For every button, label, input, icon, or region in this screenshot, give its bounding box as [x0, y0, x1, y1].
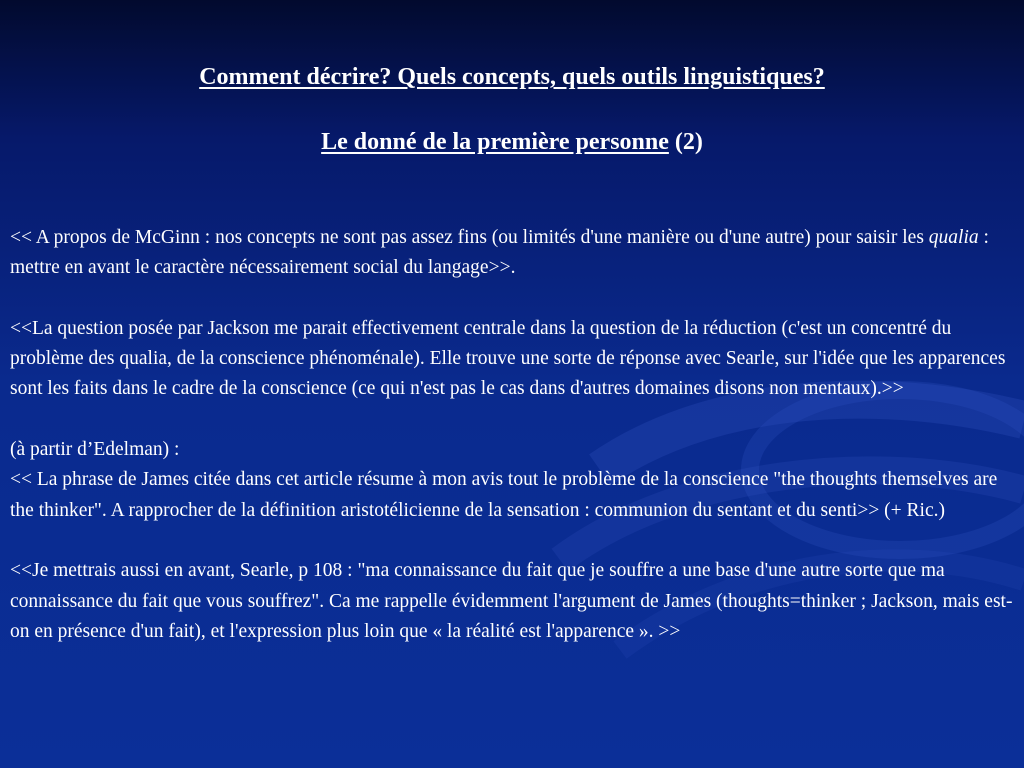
slide-title — [0, 63, 1024, 91]
paragraph-mcginn — [10, 223, 1016, 284]
slide-subtitle — [0, 128, 1024, 156]
paragraph-jackson: <<La question posée par Jackson me parait effectivement centrale dans la question de la réduction (c'est un concentré du problème des qualia, de la conscience phénoménale). Elle trouve une sorte de réponse avec Searle, sur l'idée que les apparences sont les faits dans le cadre de la conscience (ce qui n'est pas le cas dans d'autres domaines disons non mentaux).>> — [10, 317, 1006, 400]
paragraph-james: << La phrase de James citée dans cet article résume à mon avis tout le problème de la conscience "the thoughts themselves are the thinker". A rapprocher de la définition aristotélicienne de la sensation : communion du sentant et du senti>> (+ Ric.) — [10, 469, 998, 521]
paragraph-mcginn-end: : mettre en avant le caractère nécessairement social du langage>>. — [10, 227, 989, 279]
slide-subtitle-underlined: Le donné de la première personne — [321, 129, 669, 155]
slide-body — [10, 223, 1016, 647]
slide-title-text: Comment décrire? Quels concepts, quels outils linguistiques? — [199, 64, 825, 90]
paragraph-edelman-intro: (à partir d’Edelman) : — [10, 439, 180, 461]
slide-subtitle-suffix: (2) — [668, 129, 703, 155]
paragraph-searle: <<Je mettrais aussi en avant, Searle, p 108 : "ma connaissance du fait que je souffre a une base d'une autre sorte que ma connaissance du fait que vous souffrez". Ca me rappelle évidemment l'argument de James (thoughts=thinker ; Jackson, mais est-on en présence d'un fait), et l'expression plus loin que « la réalité est l'apparence ». >> — [10, 560, 1013, 642]
qualia-italic: qualia — [928, 227, 979, 248]
paragraph-mcginn-start: << A propos de McGinn : nos concepts ne sont pas assez fins (ou limités d'une manière ou d'une autre) pour saisir les — [10, 227, 929, 248]
